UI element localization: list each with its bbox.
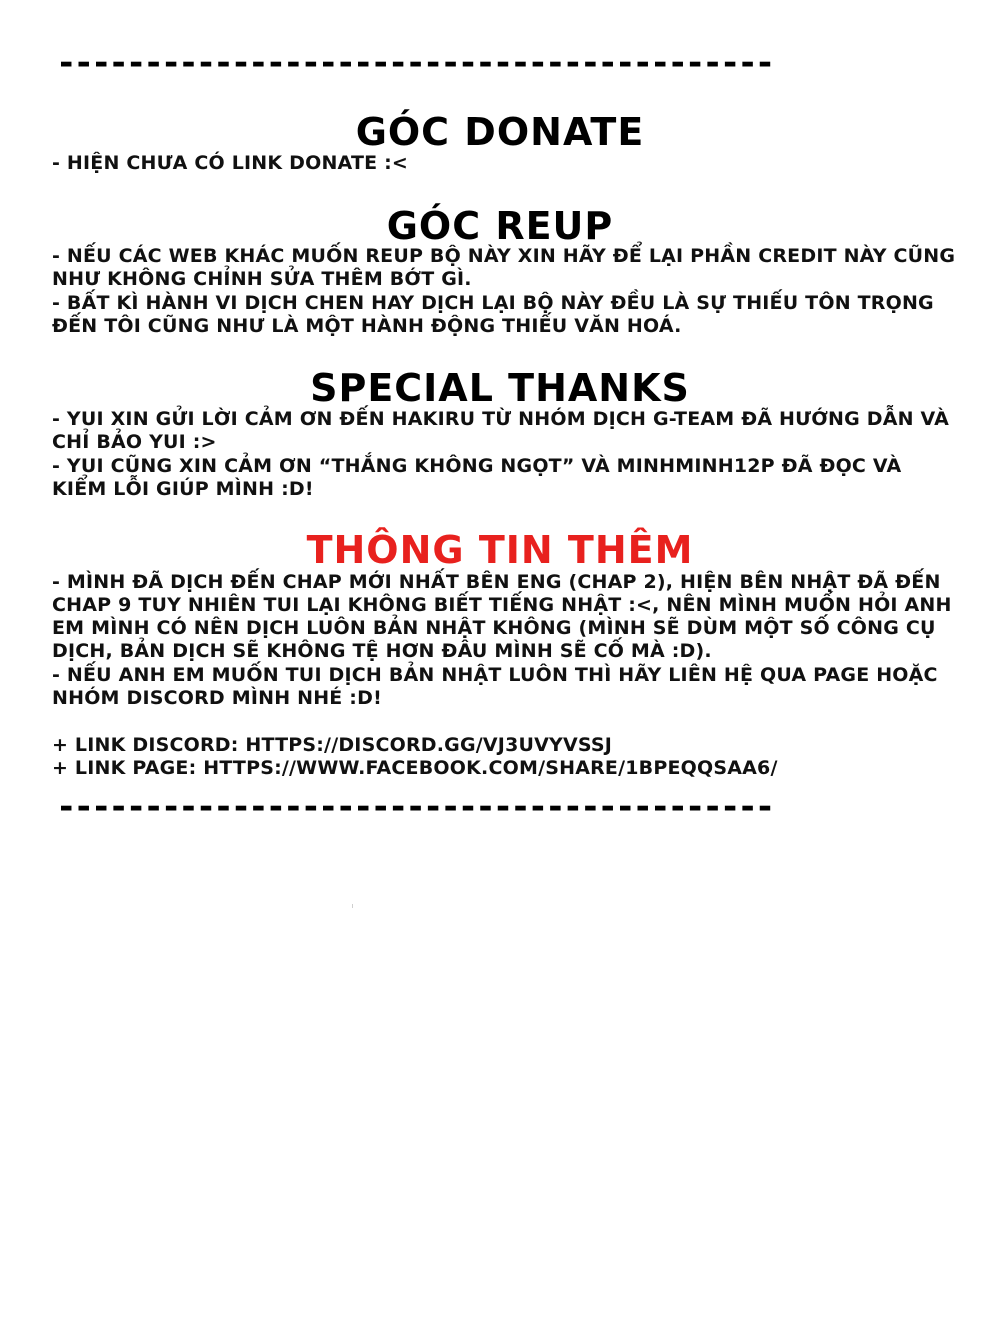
thanks-heading: SPECIAL THANKS: [310, 366, 690, 410]
info-line-1: - MÌNH ĐÃ DỊCH ĐẾN CHAP MỚI NHẤT BÊN ENG (CHAP 2), HIỆN BÊN NHẬT ĐÃ ĐẾN CHAP 9 TUY NHIÊN TUI LẠI KHÔNG BIẾT TIẾNG NHẬT :<, NÊN MÌNH MUỐN HỎI ANH EM MÌNH CÓ NÊN DỊCH LUÔN BẢN NHẬT KHÔNG (MÌNH SẼ DÙM MỘT SỐ CÔNG CỤ DỊCH, BẢN DỊCH SẼ KHÔNG TỆ HƠN ĐÂU MÌNH SẼ CỐ MÀ :D).: [52, 571, 952, 662]
facebook-page-link[interactable]: + LINK PAGE: HTTPS://WWW.FACEBOOK.COM/SHARE/1BPEQQSAA6/: [52, 757, 778, 779]
top-divider: -----------------------------------------: [56, 46, 773, 80]
reup-heading: GÓC REUP: [386, 204, 614, 248]
discord-link[interactable]: + LINK DISCORD: HTTPS://DISCORD.GG/VJ3UVYVSSJ: [52, 734, 613, 756]
info-line-2: - NẾU ANH EM MUỐN TUI DỊCH BẢN NHẬT LUÔN THÌ HÃY LIÊN HỆ QUA PAGE HOẶC NHÓM DISCORD MÌNH NHÉ :D!: [52, 664, 938, 709]
stray-mark: [352, 904, 353, 908]
bottom-divider: -----------------------------------------: [56, 790, 773, 824]
thanks-line-1: - YUI XIN GỬI LỜI CẢM ƠN ĐẾN HAKIRU TỪ NHÓM DỊCH G-TEAM ĐÃ HƯỚNG DẪN VÀ CHỈ BẢO YUI :>: [52, 408, 950, 453]
reup-line-2: - BẤT KÌ HÀNH VI DỊCH CHEN HAY DỊCH LẠI BỘ NÀY ĐỀU LÀ SỰ THIẾU TÔN TRỌNG ĐẾN TÔI CŨNG NHƯ LÀ MỘT HÀNH ĐỘNG THIẾU VĂN HOÁ.: [52, 292, 934, 337]
donate-heading: GÓC DONATE: [355, 110, 645, 154]
donate-line-1: - HIỆN CHƯA CÓ LINK DONATE :<: [52, 152, 409, 174]
thanks-line-2: - YUI CŨNG XIN CẢM ƠN “THẮNG KHÔNG NGỌT” VÀ MINHMINH12P ĐÃ ĐỌC VÀ KIỂM LỖI GIÚP MÌNH :D!: [52, 455, 902, 500]
reup-line-1: - NẾU CÁC WEB KHÁC MUỐN REUP BỘ NÀY XIN HÃY ĐỂ LẠI PHẦN CREDIT NÀY CŨNG NHƯ KHÔNG CHỈNH SỬA THÊM BỚT GÌ.: [52, 245, 956, 290]
info-heading: THÔNG TIN THÊM: [306, 528, 694, 572]
